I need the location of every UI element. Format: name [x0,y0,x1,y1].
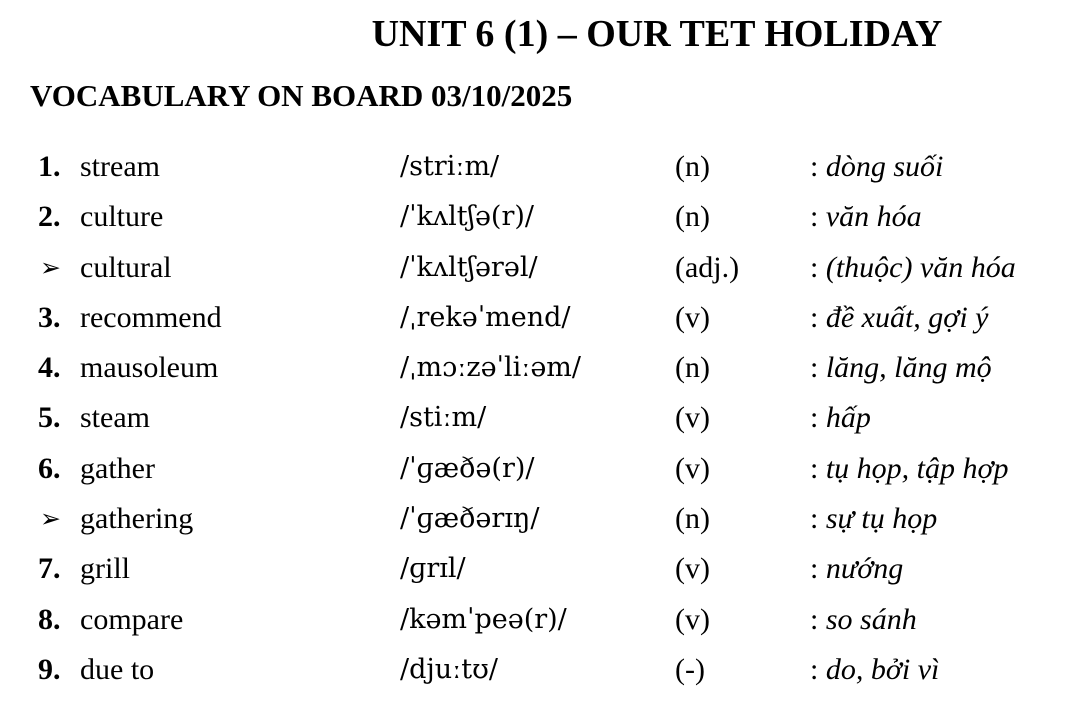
vocab-part-of-speech: (n) [675,150,710,183]
vocab-meaning [810,296,988,340]
vocab-word: mausoleum [80,351,219,385]
vocab-meaning [810,195,922,239]
meaning-colon: : [810,451,819,485]
item-number: 1. [38,150,61,183]
vocab-meaning [810,497,937,541]
meaning-text: (thuộc) văn hóa [825,250,1016,284]
vocab-phonetic: /ˈɡæðərɪŋ/ [400,503,540,535]
item-number: 7. [38,552,61,586]
vocab-part-of-speech: (v) [675,300,710,334]
vocab-phonetic: /ˈɡæðə(r)/ [400,452,535,484]
meaning-colon: : [810,351,819,385]
vocab-row [0,296,1089,346]
vocab-word: culture [80,200,164,234]
vocab-phonetic: /ˈkʌltʃə(r)/ [400,201,534,233]
item-number: 9. [38,652,61,686]
vocab-meaning [810,447,1009,491]
meaning-text: văn hóa [825,200,922,234]
vocab-part-of-speech: (v) [675,401,710,435]
vocab-phonetic: /kəmˈpeə(r)/ [400,603,567,635]
vocab-phonetic: /stiːm/ [400,402,487,434]
vocab-part-of-speech: (n) [675,351,710,385]
meaning-colon: : [810,150,819,183]
vocab-phonetic: /ɡrɪl/ [400,553,466,585]
vocab-meaning [810,547,903,591]
meaning-text: lăng, lăng mộ [825,351,992,385]
vocab-row [0,195,1089,245]
vocab-row [0,246,1089,296]
item-number: 8. [38,602,61,636]
page-title: UNIT 6 (1) – OUR TET HOLIDAY [371,13,943,55]
vocab-meaning [810,246,1016,290]
vocab-part-of-speech: (-) [675,652,705,686]
vocab-row [0,396,1089,446]
vocab-part-of-speech: (v) [675,451,710,485]
meaning-colon: : [810,200,819,234]
meaning-colon: : [810,250,819,284]
meaning-text: nướng [825,552,904,586]
vocab-meaning [810,145,943,189]
item-number: 2. [38,200,61,234]
vocab-row [0,346,1089,396]
meaning-colon: : [810,602,819,636]
vocab-row [0,648,1089,698]
meaning-text: do, bởi vì [825,652,940,686]
vocab-part-of-speech: (n) [675,200,710,234]
vocab-part-of-speech: (n) [675,502,710,536]
vocabulary-heading: VOCABULARY ON BOARD 03/10/2025 [30,78,573,113]
meaning-text: sự tụ họp [825,502,938,536]
meaning-text: dòng suối [825,150,944,183]
vocab-meaning [810,346,992,390]
arrow-bullet-icon: ➢ [40,252,61,282]
vocab-phonetic: /striːm/ [400,151,500,182]
vocab-row [0,598,1089,648]
item-number: 3. [38,300,61,334]
vocab-row [0,447,1089,497]
vocab-row [0,145,1089,195]
meaning-colon: : [810,300,819,334]
vocab-word: grill [80,552,130,586]
item-number: 5. [38,401,61,435]
meaning-colon: : [810,502,819,536]
vocab-word: gathering [80,502,194,536]
vocab-phonetic: /ˌmɔːzəˈliːəm/ [400,352,582,384]
meaning-text: đề xuất, gợi ý [825,300,989,334]
vocab-meaning [810,648,939,692]
vocab-row [0,497,1089,547]
vocab-part-of-speech: (v) [675,602,710,636]
vocab-part-of-speech: (v) [675,552,710,586]
vocab-word: steam [80,401,150,435]
meaning-text: hấp [825,401,871,435]
vocab-word: gather [80,451,155,485]
vocab-row [0,547,1089,597]
meaning-colon: : [810,401,819,435]
vocab-meaning [810,396,871,440]
meaning-text: tụ họp, tập hợp [825,451,1009,485]
meaning-colon: : [810,552,819,586]
vocab-word: compare [80,602,184,636]
vocab-phonetic: /ˌrekəˈmend/ [400,301,571,333]
meaning-colon: : [810,652,819,686]
arrow-bullet-icon: ➢ [40,504,61,534]
meaning-text: so sánh [825,602,917,636]
vocab-phonetic: /ˈkʌltʃərəl/ [400,251,538,283]
item-number: 4. [38,351,61,385]
vocab-phonetic: /djuːtʊ/ [400,653,498,685]
vocab-word: cultural [80,250,172,284]
vocab-part-of-speech: (adj.) [675,250,740,284]
vocab-word: due to [80,652,155,686]
vocab-word: recommend [80,300,222,334]
vocab-word: stream [80,150,160,183]
item-number: 6. [38,451,61,485]
vocabulary-list [0,145,1089,698]
vocab-meaning [810,598,917,642]
